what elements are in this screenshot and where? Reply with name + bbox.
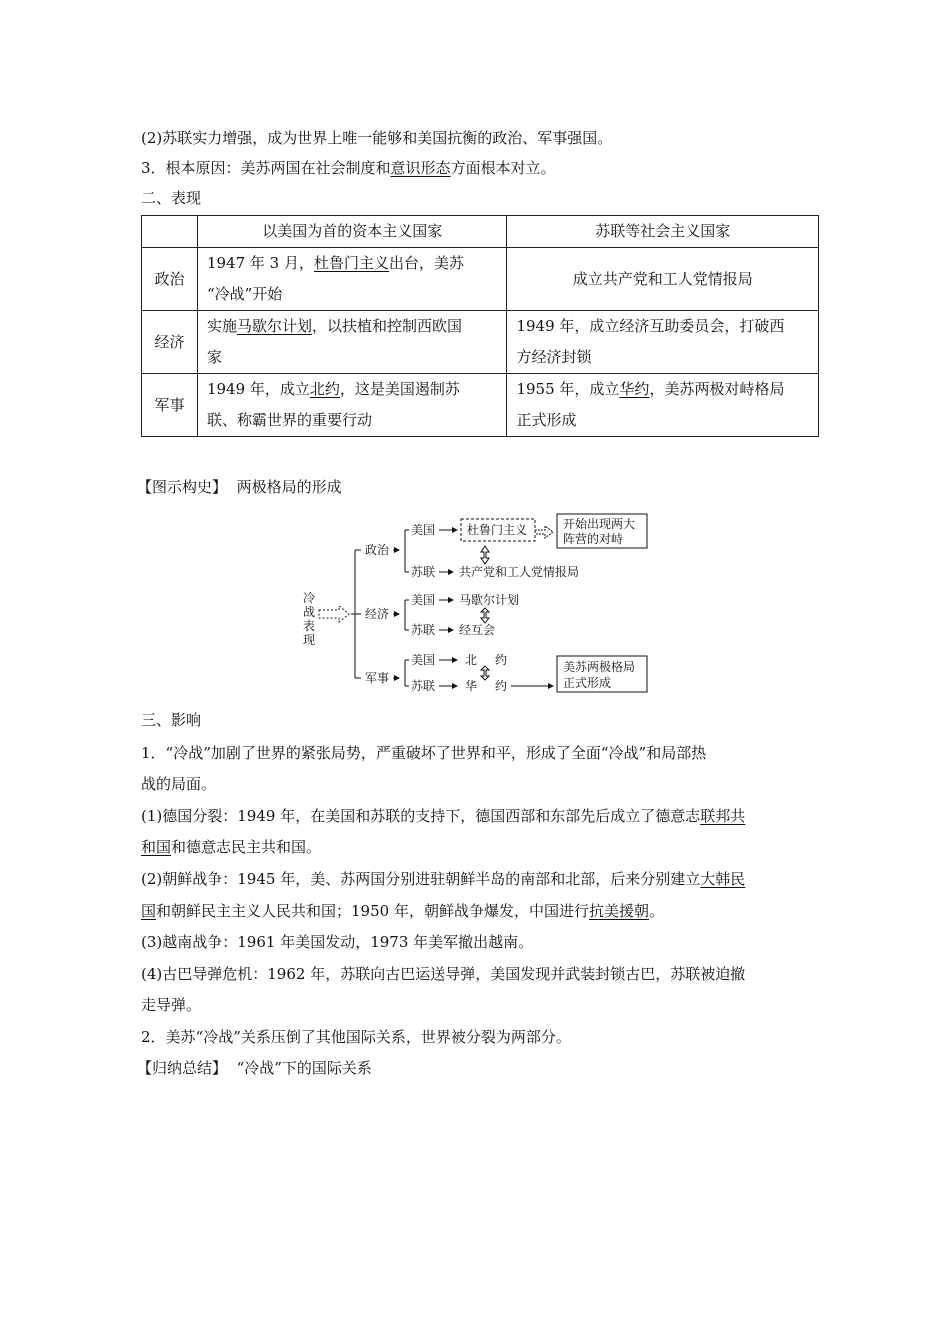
text: 实施: [206, 317, 237, 335]
label-marshall: 马歇尔计划: [459, 593, 520, 607]
table-corner-cell: [142, 216, 198, 248]
hollow-arrow-icon: [535, 526, 553, 538]
cell-military-us: [197, 374, 507, 437]
cell-economy-su: [507, 311, 819, 374]
label-us: 美国: [411, 653, 436, 667]
underlined-term: 华约: [619, 380, 650, 398]
category-military: 军事: [365, 671, 390, 685]
root-char: 战: [303, 605, 316, 619]
category-politics: 政治: [365, 543, 390, 557]
comparison-table: [141, 215, 819, 437]
text: ，以扶植和控制西欧国: [311, 317, 462, 335]
cell-economy-us: [197, 311, 507, 374]
paragraph-germany: [141, 806, 745, 826]
bipolar-formation-diagram: [295, 506, 655, 698]
paragraph-korea: [141, 869, 745, 889]
category-economy: 经济: [365, 607, 390, 621]
text: (2)朝鲜战争：1945 年，美、苏两国分别进驻朝鲜半岛的南部和北部，后来分别建立: [141, 870, 701, 888]
double-arrow-icon: [481, 546, 489, 564]
label-warsaw: 华: [465, 679, 478, 693]
label-comecon: 经互会: [459, 623, 496, 637]
root-char: 冷: [303, 591, 316, 605]
paragraph-germany-cont: [141, 837, 321, 857]
paragraph-cuba-cont: 走导弹。: [141, 996, 202, 1014]
root-char: 现: [303, 633, 316, 647]
paragraph-vietnam: (3)越南战争：1961 年美国发动，1973 年美军撤出越南。: [141, 933, 534, 951]
text: ，这是美国遏制苏: [339, 380, 460, 398]
paragraph-soviet-strength: (2)苏联实力增强，成为世界上唯一能够和美国抗衡的政治、军事强国。: [141, 129, 613, 147]
column-header-socialist: 苏联等社会主义国家: [507, 216, 819, 248]
cell-military-su: [507, 374, 819, 437]
hollow-arrow-icon: [319, 606, 349, 622]
result-text: 美苏两极格局: [563, 660, 636, 674]
label-truman: 杜鲁门主义: [467, 523, 528, 537]
label-us: 美国: [411, 593, 436, 607]
text: 1955 年，成立: [516, 380, 620, 398]
label-su: 苏联: [411, 679, 436, 693]
result-text: 阵营的对峙: [563, 532, 624, 546]
cell-politics-su: 成立共产党和工人党情报局: [507, 248, 819, 311]
label-nato: 约: [495, 653, 508, 667]
diagram-heading: [137, 477, 342, 497]
underlined-term: 和国: [141, 838, 172, 856]
table-row-military: [142, 374, 819, 437]
underlined-term: 意识形态: [390, 159, 451, 177]
paragraph-impact-1-cont: 战的局面。: [141, 775, 217, 793]
bracket-label: 【归纳总结】: [137, 1059, 228, 1077]
underlined-term: 联邦共: [700, 807, 746, 825]
double-arrow-icon: [481, 666, 489, 680]
label-su: 苏联: [411, 623, 436, 637]
underlined-term: 北约: [309, 380, 340, 398]
text: ，美苏两极对峙格局: [649, 380, 785, 398]
text: 3．根本原因：美苏两国在社会制度和: [141, 159, 391, 177]
double-arrow-icon: [481, 608, 489, 623]
label-warsaw: 约: [495, 679, 508, 693]
table-row-politics: [142, 248, 819, 311]
result-text: 开始出现两大: [563, 517, 636, 531]
underlined-term: 杜鲁门主义: [313, 254, 389, 272]
label-cominform: 共产党和工人党情报局: [459, 565, 580, 579]
section-heading-impact: 三、影响: [141, 711, 202, 729]
paragraph-root-cause: [141, 158, 556, 178]
column-header-capitalist: 以美国为首的资本主义国家: [197, 216, 507, 248]
underlined-term: 国: [141, 902, 157, 920]
root-char: 表: [303, 619, 316, 633]
summary-heading: [137, 1058, 372, 1078]
text: 方经济封锁: [516, 348, 592, 366]
result-text: 正式形成: [563, 676, 612, 690]
text: 1949 年，成立经济互助委员会，打破西: [516, 317, 785, 335]
table-header-row: [142, 216, 819, 248]
text: “冷战”下的国际关系: [236, 1059, 372, 1077]
underlined-term: 抗美援朝: [588, 902, 649, 920]
text: 方面根本对立。: [450, 159, 556, 177]
bracket-label: 【图示构史】: [137, 478, 228, 496]
text: 家: [206, 348, 222, 366]
text: 1949 年，成立: [206, 380, 310, 398]
table-row-economy: [142, 311, 819, 374]
section-heading-manifestation: 二、表现: [141, 189, 202, 207]
text: 出台，美苏: [389, 254, 465, 272]
label-us: 美国: [411, 523, 436, 537]
row-label-economy: 经济: [142, 311, 198, 374]
text: “冷战”开始: [206, 285, 283, 303]
text: 两极格局的形成: [236, 478, 342, 496]
text: 正式形成: [516, 411, 577, 429]
text: 联、称霸世界的重要行动: [206, 411, 372, 429]
label-nato: 北: [465, 653, 478, 667]
paragraph-impact-2: 2．美苏“冷战”关系压倒了其他国际关系，世界被分裂为两部分。: [141, 1028, 571, 1046]
paragraph-korea-cont: [141, 901, 664, 921]
underlined-term: 大韩民: [700, 870, 746, 888]
text: 。: [648, 902, 664, 920]
text: 和朝鲜民主主义人民共和国；1950 年，朝鲜战争爆发，中国进行: [156, 902, 589, 920]
row-label-politics: 政治: [142, 248, 198, 311]
paragraph-impact-1: 1．“冷战”加剧了世界的紧张局势，严重破坏了世界和平，形成了全面“冷战”和局部热: [141, 744, 707, 762]
text: 和德意志民主共和国。: [171, 838, 322, 856]
underlined-term: 马歇尔计划: [236, 317, 312, 335]
text: (1)德国分裂：1949 年，在美国和苏联的支持下，德国西部和东部先后成立了德意志: [141, 807, 701, 825]
text: 1947 年 3 月，: [206, 254, 314, 272]
paragraph-cuba: (4)古巴导弹危机：1962 年，苏联向古巴运送导弹，美国发现并武装封锁古巴，苏联被迫撤: [141, 965, 746, 983]
row-label-military: 军事: [142, 374, 198, 437]
cell-politics-us: [197, 248, 507, 311]
label-su: 苏联: [411, 565, 436, 579]
